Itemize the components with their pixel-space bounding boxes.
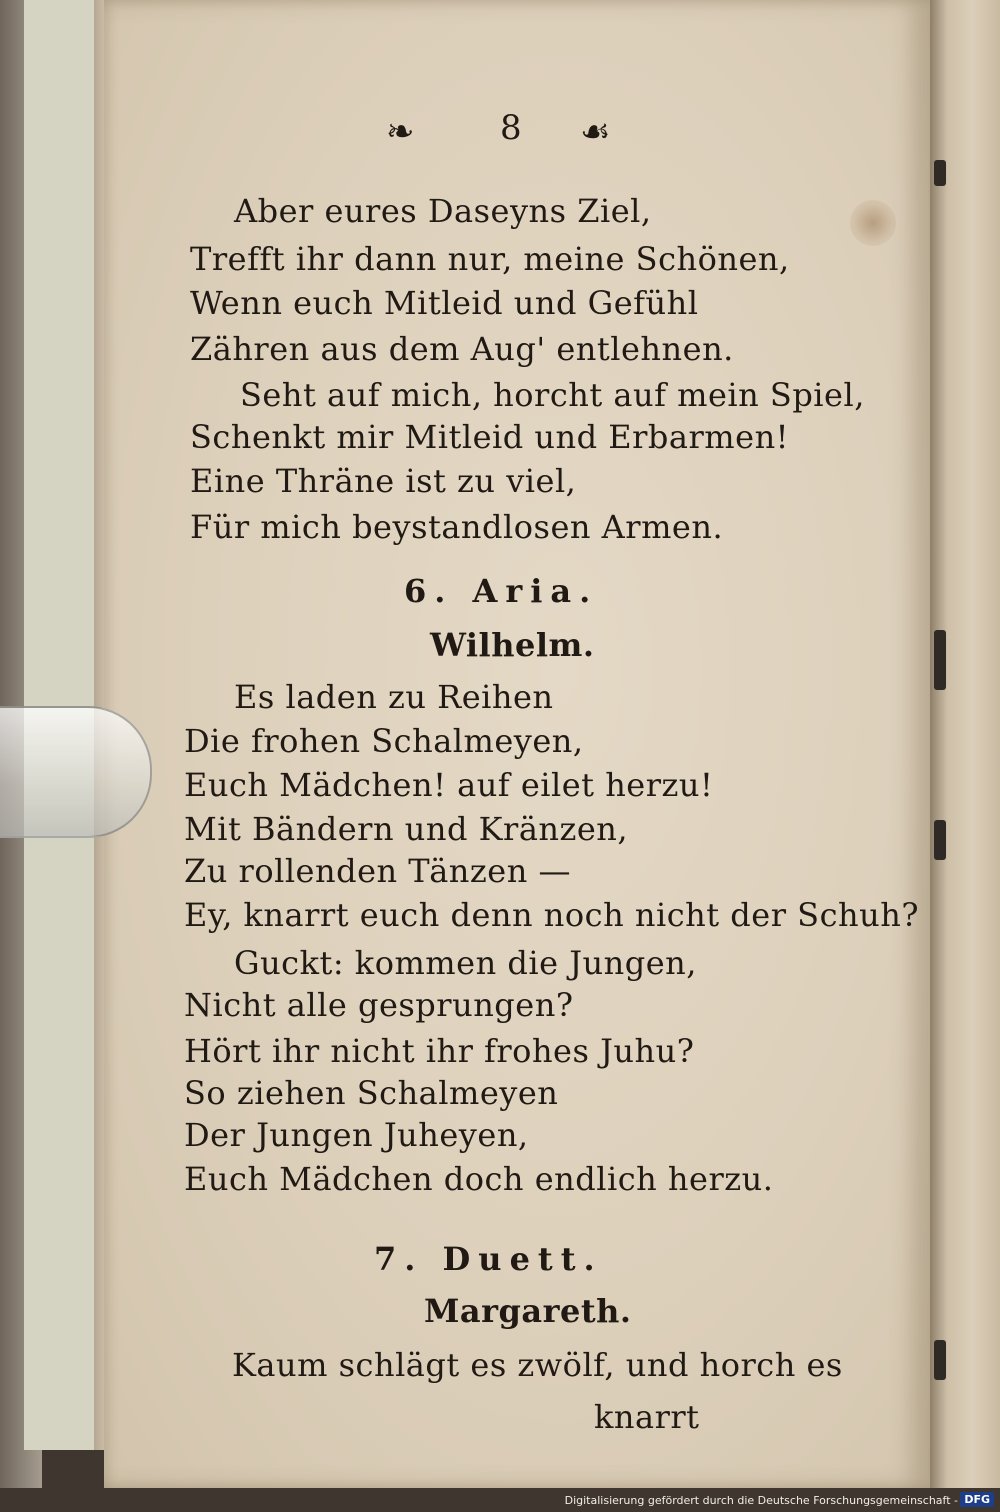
page-clamp — [0, 706, 152, 838]
verse-line: Mit Bändern und Kränzen, — [184, 810, 629, 848]
verse-line: Zu rollenden Tänzen — — [184, 852, 571, 890]
speaker-name: Margareth. — [424, 1292, 632, 1330]
verse-line: Ey, knarrt euch denn noch nicht der Schuh? — [184, 896, 919, 934]
book-page — [104, 0, 930, 1488]
section-heading: 6. Aria. — [404, 572, 599, 610]
verse-line: So ziehen Schalmeyen — [184, 1074, 559, 1112]
verse-line: Euch Mädchen! auf eilet herzu! — [184, 766, 714, 804]
verse-line: Schenkt mir Mitleid und Erbarmen! — [190, 418, 790, 456]
binding-thread — [934, 1340, 946, 1380]
catchword: knarrt — [594, 1398, 700, 1436]
dfg-logo: DFG — [960, 1492, 994, 1507]
page-number: 8 — [500, 108, 523, 148]
verse-line: Die frohen Schalmeyen, — [184, 722, 584, 760]
verse-line: Zähren aus dem Aug' entlehnen. — [190, 330, 734, 368]
binding-thread — [934, 160, 946, 186]
funding-credit: Digitalisierung gefördert durch die Deutsche Forschungsgemeinschaft - — [564, 1494, 958, 1507]
verse-line: Hört ihr nicht ihr frohes Juhu? — [184, 1032, 695, 1070]
verse-line: Guckt: kommen die Jungen, — [234, 944, 697, 982]
verse-line: Für mich beystandlosen Armen. — [190, 508, 724, 546]
verse-line: Nicht alle gesprungen? — [184, 986, 574, 1024]
binding-thread — [934, 630, 946, 690]
section-heading: 7. Duett. — [374, 1240, 603, 1278]
verse-line: Der Jungen Juheyen, — [184, 1116, 529, 1154]
verse-line: Aber eures Daseyns Ziel, — [234, 192, 652, 230]
verse-line: Eine Thräne ist zu viel, — [190, 462, 577, 500]
binding-thread — [934, 820, 946, 860]
leaf-ornament-icon: ❧ — [386, 112, 415, 152]
verse-line: Es laden zu Reihen — [234, 678, 554, 716]
verse-line: Trefft ihr dann nur, meine Schönen, — [190, 240, 790, 278]
verse-line: Wenn euch Mitleid und Gefühl — [190, 284, 699, 322]
page-stain — [850, 200, 896, 246]
leaf-ornament-icon: ☙ — [580, 112, 611, 152]
verse-line: Seht auf mich, horcht auf mein Spiel, — [240, 376, 865, 414]
next-page-edge — [930, 0, 1000, 1488]
verse-line: Euch Mädchen doch endlich herzu. — [184, 1160, 774, 1198]
verse-line: Kaum schlägt es zwölf, und horch es — [232, 1346, 843, 1384]
speaker-name: Wilhelm. — [430, 626, 595, 664]
